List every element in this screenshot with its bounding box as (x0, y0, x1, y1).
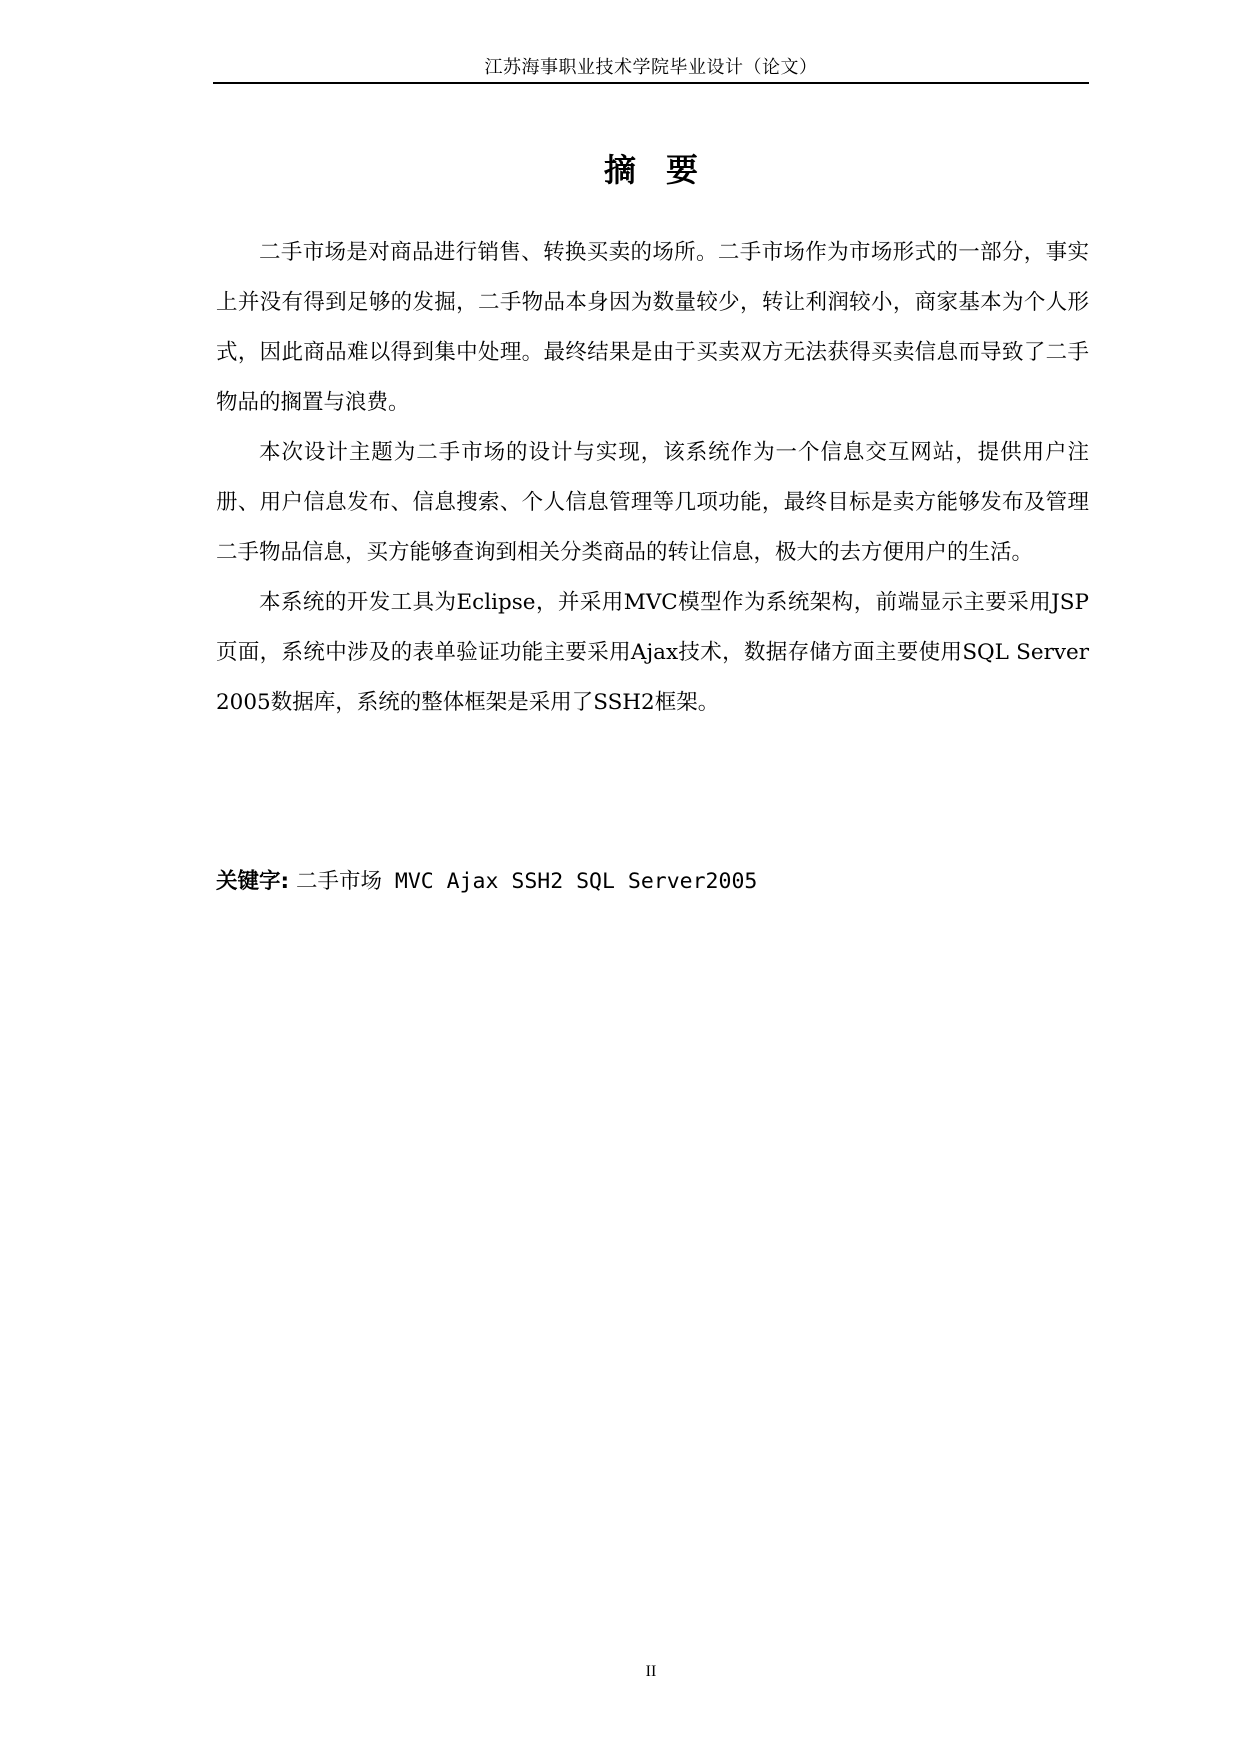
page-title: 摘要 (603, 151, 728, 189)
abstract-paragraph: 本次设计主题为二手市场的设计与实现，该系统作为一个信息交互网站，提供用户注册、用户信息发布、信息搜索、个人信息管理等几项功能，最终目标是卖方能够发布及管理二手物品信息，买方能够查询到相关分类商品的转让信息，极大的去方便用户的生活。 (216, 440, 1089, 565)
header-rule (213, 82, 1089, 84)
keywords-label: 关键字: (216, 869, 290, 894)
running-header: 江苏海事职业技术学院毕业设计（论文） (484, 57, 818, 78)
keywords-values: 二手市场 MVC Ajax SSH2 SQL Server2005 (295, 869, 758, 894)
abstract-paragraph: 本系统的开发工具为Eclipse，并采用MVC模型作为系统架构，前端显示主要采用JSP页面，系统中涉及的表单验证功能主要采用Ajax技术，数据存储方面主要使用SQL Server 2005数据库，系统的整体框架是采用了SSH2框架。 (216, 590, 1089, 715)
abstract-paragraph: 二手市场是对商品进行销售、转换买卖的场所。二手市场作为市场形式的一部分，事实上并没有得到足够的发掘，二手物品本身因为数量较少，转让利润较小，商家基本为个人形式，因此商品难以得到集中处理。最终结果是由于买卖双方无法获得买卖信息而导致了二手物品的搁置与浪费。 (216, 240, 1089, 415)
abstract-body (216, 228, 1089, 728)
page-number: II (645, 1663, 657, 1680)
keywords-line (216, 866, 1089, 898)
